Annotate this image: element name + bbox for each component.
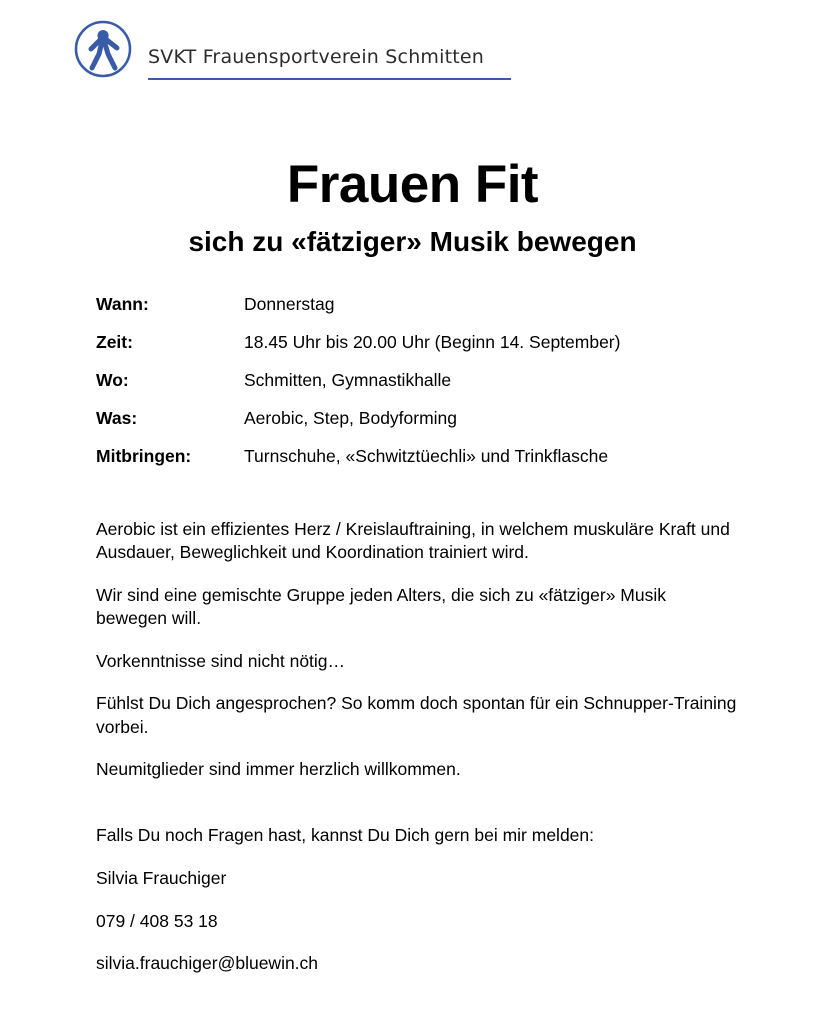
paragraph: Neumitglieder sind immer herzlich willkommen. (96, 759, 461, 780)
contact-name: Silvia Frauchiger (96, 867, 227, 888)
contact-email: silvia.frauchiger@bluewin.ch (96, 953, 319, 974)
detail-label: Was: (96, 408, 138, 428)
contact-intro: Falls Du noch Fragen hast, kannst Du Dich gern bei mir melden: (96, 825, 595, 845)
paragraph: Vorkenntnisse sind nicht nötig… (96, 650, 346, 671)
detail-value: 18.45 Uhr bis 20.00 Uhr (Beginn 14. September) (244, 332, 621, 352)
detail-row (96, 332, 776, 353)
detail-row (96, 294, 776, 315)
document-header (70, 18, 760, 86)
detail-value: Turnschuhe, «Schwitztüechli» und Trinkflasche (244, 446, 609, 466)
details-list (96, 294, 776, 484)
detail-row (96, 408, 776, 429)
svkt-logo-icon (70, 18, 140, 80)
organization-name: SVKT Frauensportverein Schmitten (148, 46, 485, 68)
detail-label: Zeit: (96, 332, 133, 352)
detail-label: Wo: (96, 370, 129, 390)
detail-value: Aerobic, Step, Bodyforming (244, 408, 458, 428)
contact-phone: 079 / 408 53 18 (96, 910, 218, 931)
page-title: Frauen Fit (286, 154, 539, 214)
contact-block (96, 824, 741, 995)
detail-row (96, 446, 776, 467)
paragraph: Wir sind eine gemischte Gruppe jeden Alters, die sich zu «fätziger» Musik bewegen will. (96, 584, 666, 629)
paragraph: Aerobic ist ein effizientes Herz / Kreislauftraining, in welchem muskuläre Kraft und Ausdauer, Beweglichkeit und Koordination trainiert wird. (96, 519, 730, 563)
paragraph: Fühlst Du Dich angesprochen? So komm doch spontan für ein Schnupper-Training vorbei. (96, 693, 737, 737)
body-text (96, 518, 741, 801)
header-divider (148, 78, 511, 80)
detail-label: Mitbringen: (96, 446, 192, 466)
detail-row (96, 370, 776, 391)
detail-value: Schmitten, Gymnastikhalle (244, 370, 452, 390)
page-subtitle: sich zu «fätziger» Musik bewegen (188, 226, 637, 258)
detail-value: Donnerstag (244, 294, 335, 314)
detail-label: Wann: (96, 294, 149, 314)
